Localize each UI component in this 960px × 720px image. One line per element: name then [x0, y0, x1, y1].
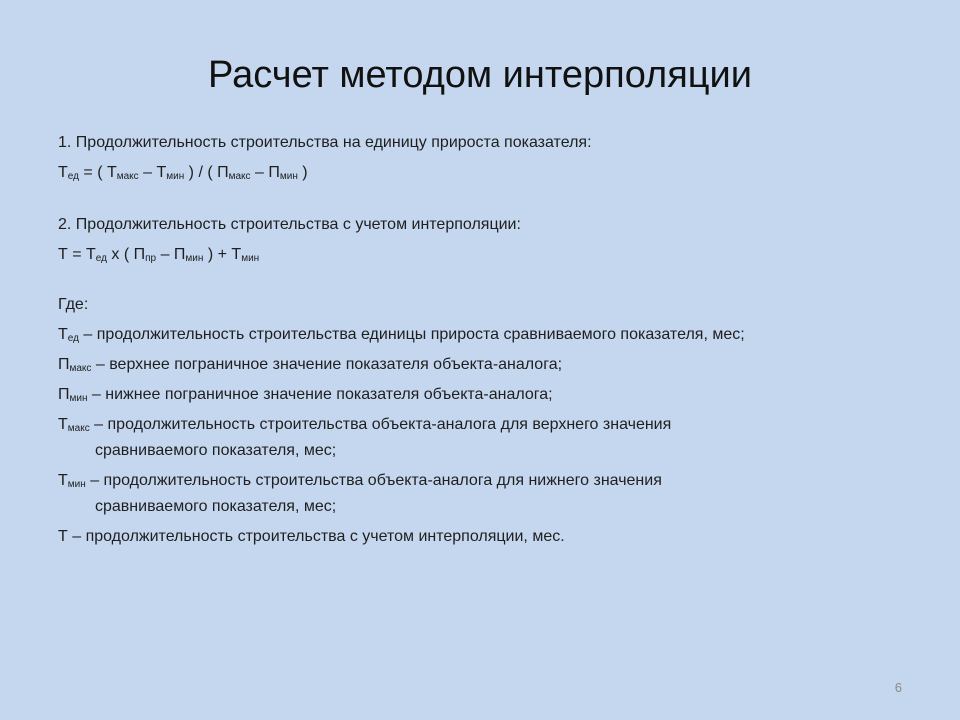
definition-continuation: сравниваемого показателя, мес;	[95, 442, 337, 459]
formula-text: – П	[250, 164, 280, 181]
formula-text: Т = Т	[58, 246, 96, 263]
definition-subscript: мин	[67, 479, 86, 490]
section2-formula	[58, 245, 918, 265]
definition-t-ed	[58, 325, 918, 345]
section1-heading: 1. Продолжительность строительства на единицу прироста показателя:	[58, 134, 592, 151]
formula-subscript: макс	[116, 171, 139, 182]
formula-text: – П	[156, 246, 186, 263]
slide-content	[58, 133, 918, 557]
definition-symbol: Т	[58, 472, 68, 489]
section2-heading: 2. Продолжительность строительства с учетом интерполяции:	[58, 216, 521, 233]
definition-symbol: П	[58, 386, 70, 403]
formula-text: )	[297, 164, 308, 181]
formula-subscript: макс	[228, 171, 251, 182]
definition-subscript: макс	[69, 363, 92, 374]
definition-subscript: макс	[67, 423, 90, 434]
formula-subscript: мин	[166, 171, 185, 182]
definition-t	[58, 527, 918, 547]
formula-text: – Т	[138, 164, 167, 181]
section1-formula	[58, 163, 918, 183]
formula-subscript: ед	[67, 171, 79, 182]
formula-subscript: мин	[241, 253, 260, 264]
formula-text: ) + Т	[203, 246, 242, 263]
formula-subscript: ед	[95, 253, 107, 264]
definition-t-max	[58, 415, 918, 461]
definition-text: – продолжительность строительства единицы прироста сравниваемого показателя, мес;	[78, 326, 745, 343]
formula-subscript: пр	[145, 253, 157, 264]
definition-symbol: П	[58, 356, 70, 373]
definition-continuation: сравниваемого показателя, мес;	[95, 498, 337, 515]
definition-text: – продолжительность строительства объекта-аналога для нижнего значения	[85, 472, 662, 489]
slide-title: Расчет методом интерполяции	[208, 54, 752, 96]
definition-subscript: мин	[69, 393, 88, 404]
definition-t-min	[58, 471, 918, 517]
where-label: Где:	[58, 296, 89, 313]
formula-subscript: мин	[279, 171, 298, 182]
definition-symbol: Т	[58, 326, 68, 343]
definition-symbol: Т	[58, 528, 68, 545]
formula-text: = ( Т	[78, 164, 117, 181]
formula-text: х ( П	[106, 246, 146, 263]
definition-text: – продолжительность строительства объекта-аналога для верхнего значения	[89, 416, 672, 433]
formula-symbol: Т	[58, 164, 68, 181]
definition-text: – верхнее пограничное значение показателя объекта-аналога;	[91, 356, 563, 373]
formula-text: ) / ( П	[184, 164, 229, 181]
definition-text: – продолжительность строительства с учетом интерполяции, мес.	[67, 528, 565, 545]
page-number: 6	[894, 680, 902, 695]
formula-subscript: мин	[185, 253, 204, 264]
definition-p-max	[58, 355, 918, 375]
definition-subscript: ед	[67, 333, 79, 344]
definition-text: – нижнее пограничное значение показателя объекта-аналога;	[87, 386, 553, 403]
definition-p-min	[58, 385, 918, 405]
definition-symbol: Т	[58, 416, 68, 433]
